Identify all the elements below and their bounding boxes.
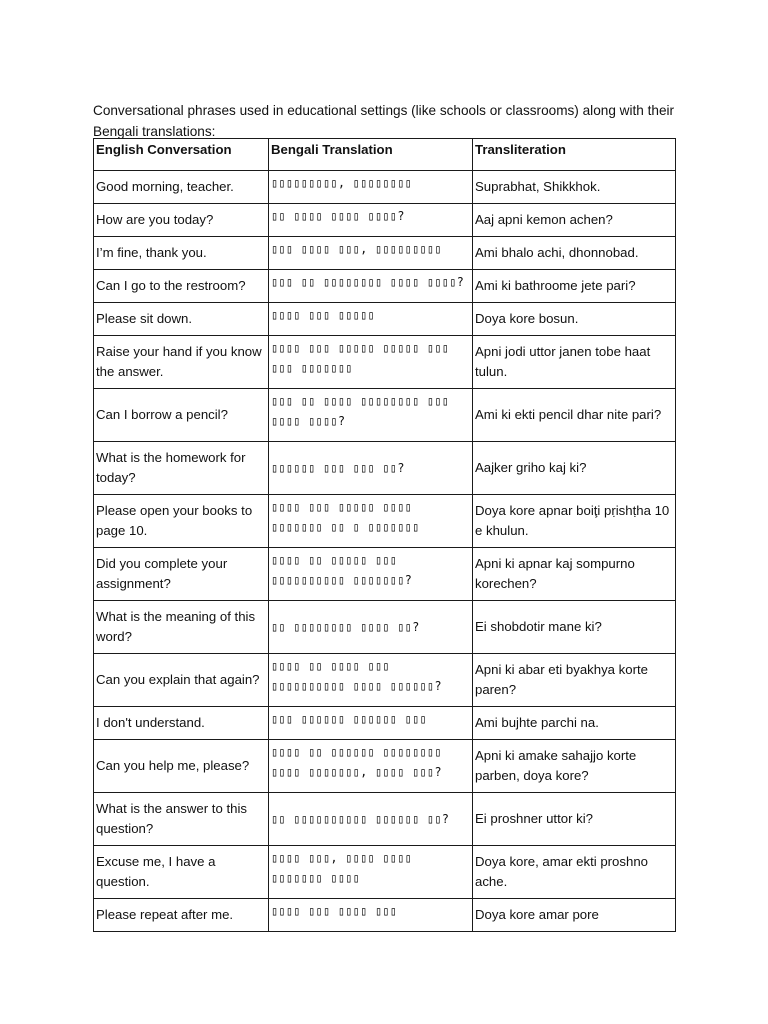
table-row [94,389,676,442]
table-row [94,442,676,495]
bengali-cell: ▯▯▯ ▯▯ ▯▯▯▯ ▯▯▯▯▯▯▯▯ ▯▯▯ ▯▯▯▯ ▯▯▯▯? [269,389,473,442]
english-cell: What is the answer to this question? [94,793,269,846]
bengali-cell: ▯▯▯▯ ▯▯▯ ▯▯▯▯ ▯▯▯ [269,899,473,932]
transliteration-cell: Doya kore, amar ekti proshno ache. [473,846,676,899]
bengali-cell: ▯▯▯▯ ▯▯ ▯▯▯▯▯▯ ▯▯▯▯▯▯▯▯ ▯▯▯▯ ▯▯▯▯▯▯▯, ▯▯▯▯ ▯▯▯? [269,740,473,793]
header-english: English Conversation [94,139,269,171]
bengali-cell: ▯▯▯▯ ▯▯▯ ▯▯▯▯▯ ▯▯▯▯▯ ▯▯▯ ▯▯▯ ▯▯▯▯▯▯▯ [269,336,473,389]
bengali-cell: ▯▯▯ ▯▯▯▯ ▯▯▯, ▯▯▯▯▯▯▯▯▯ [269,237,473,270]
bengali-cell: ▯▯▯▯ ▯▯ ▯▯▯▯ ▯▯▯ ▯▯▯▯▯▯▯▯▯▯ ▯▯▯▯ ▯▯▯▯▯▯? [269,654,473,707]
table-row [94,548,676,601]
bengali-cell: ▯▯ ▯▯▯▯▯▯▯▯▯▯ ▯▯▯▯▯▯ ▯▯? [269,793,473,846]
english-cell: What is the meaning of this word? [94,601,269,654]
english-cell: Can you explain that again? [94,654,269,707]
bengali-cell: ▯▯▯ ▯▯ ▯▯▯▯▯▯▯▯ ▯▯▯▯ ▯▯▯▯? [269,270,473,303]
table-header-row [94,139,676,171]
bengali-cell: ▯▯ ▯▯▯▯ ▯▯▯▯ ▯▯▯▯? [269,204,473,237]
english-cell: Can I borrow a pencil? [94,389,269,442]
table-row [94,793,676,846]
bengali-cell: ▯▯ ▯▯▯▯▯▯▯▯ ▯▯▯▯ ▯▯? [269,601,473,654]
english-cell: What is the homework for today? [94,442,269,495]
bengali-cell: ▯▯▯▯▯▯▯▯▯, ▯▯▯▯▯▯▯▯ [269,171,473,204]
transliteration-cell: Ami bhalo achi, dhonnobad. [473,237,676,270]
table-row [94,899,676,932]
english-cell: Please repeat after me. [94,899,269,932]
english-cell: Can you help me, please? [94,740,269,793]
english-cell: Good morning, teacher. [94,171,269,204]
english-cell: Please open your books to page 10. [94,495,269,548]
phrases-table [93,138,676,932]
table-row [94,270,676,303]
transliteration-cell: Ami ki bathroome jete pari? [473,270,676,303]
transliteration-cell: Ami ki ekti pencil dhar nite pari? [473,389,676,442]
english-cell: I’m fine, thank you. [94,237,269,270]
transliteration-cell: Aaj apni kemon achen? [473,204,676,237]
bengali-cell: ▯▯▯▯ ▯▯▯ ▯▯▯▯▯ ▯▯▯▯ ▯▯▯▯▯▯▯ ▯▯ ▯ ▯▯▯▯▯▯▯ [269,495,473,548]
table-row [94,707,676,740]
table-row [94,740,676,793]
transliteration-cell: Doya kore bosun. [473,303,676,336]
table-row [94,654,676,707]
transliteration-cell: Apni jodi uttor janen tobe haat tulun. [473,336,676,389]
table-row [94,846,676,899]
transliteration-cell: Apni ki amake sahajjo korte parben, doya kore? [473,740,676,793]
english-cell: How are you today? [94,204,269,237]
bengali-cell: ▯▯▯▯▯▯ ▯▯▯ ▯▯▯ ▯▯? [269,442,473,495]
bengali-cell: ▯▯▯▯ ▯▯ ▯▯▯▯▯ ▯▯▯ ▯▯▯▯▯▯▯▯▯▯ ▯▯▯▯▯▯▯? [269,548,473,601]
table-row [94,204,676,237]
english-cell: Can I go to the restroom? [94,270,269,303]
bengali-cell: ▯▯▯▯ ▯▯▯, ▯▯▯▯ ▯▯▯▯ ▯▯▯▯▯▯▯ ▯▯▯▯ [269,846,473,899]
transliteration-cell: Apni ki abar eti byakhya korte paren? [473,654,676,707]
table-row [94,601,676,654]
transliteration-cell: Apni ki apnar kaj sompurno korechen? [473,548,676,601]
table-row [94,495,676,548]
header-bengali: Bengali Translation [269,139,473,171]
transliteration-cell: Ei shobdotir mane ki? [473,601,676,654]
table-row [94,303,676,336]
header-transliteration: Transliteration [473,139,676,171]
bengali-cell: ▯▯▯ ▯▯▯▯▯▯ ▯▯▯▯▯▯ ▯▯▯ [269,707,473,740]
table-row [94,171,676,204]
transliteration-cell: Doya kore apnar boiţi pṛishṭha 10 e khulun. [473,495,676,548]
transliteration-cell: Ami bujhte parchi na. [473,707,676,740]
transliteration-cell: Suprabhat, Shikkhok. [473,171,676,204]
intro-paragraph: Conversational phrases used in educational settings (like schools or classrooms) along with their Bengali translations: [93,102,675,139]
english-cell: Please sit down. [94,303,269,336]
table-row [94,336,676,389]
english-cell: Did you complete your assignment? [94,548,269,601]
english-cell: Excuse me, I have a question. [94,846,269,899]
english-cell: I don't understand. [94,707,269,740]
transliteration-cell: Ei proshner uttor ki? [473,793,676,846]
transliteration-cell: Doya kore amar pore [473,899,676,932]
table-row [94,237,676,270]
transliteration-cell: Aajker griho kaj ki? [473,442,676,495]
bengali-cell: ▯▯▯▯ ▯▯▯ ▯▯▯▯▯ [269,303,473,336]
english-cell: Raise your hand if you know the answer. [94,336,269,389]
